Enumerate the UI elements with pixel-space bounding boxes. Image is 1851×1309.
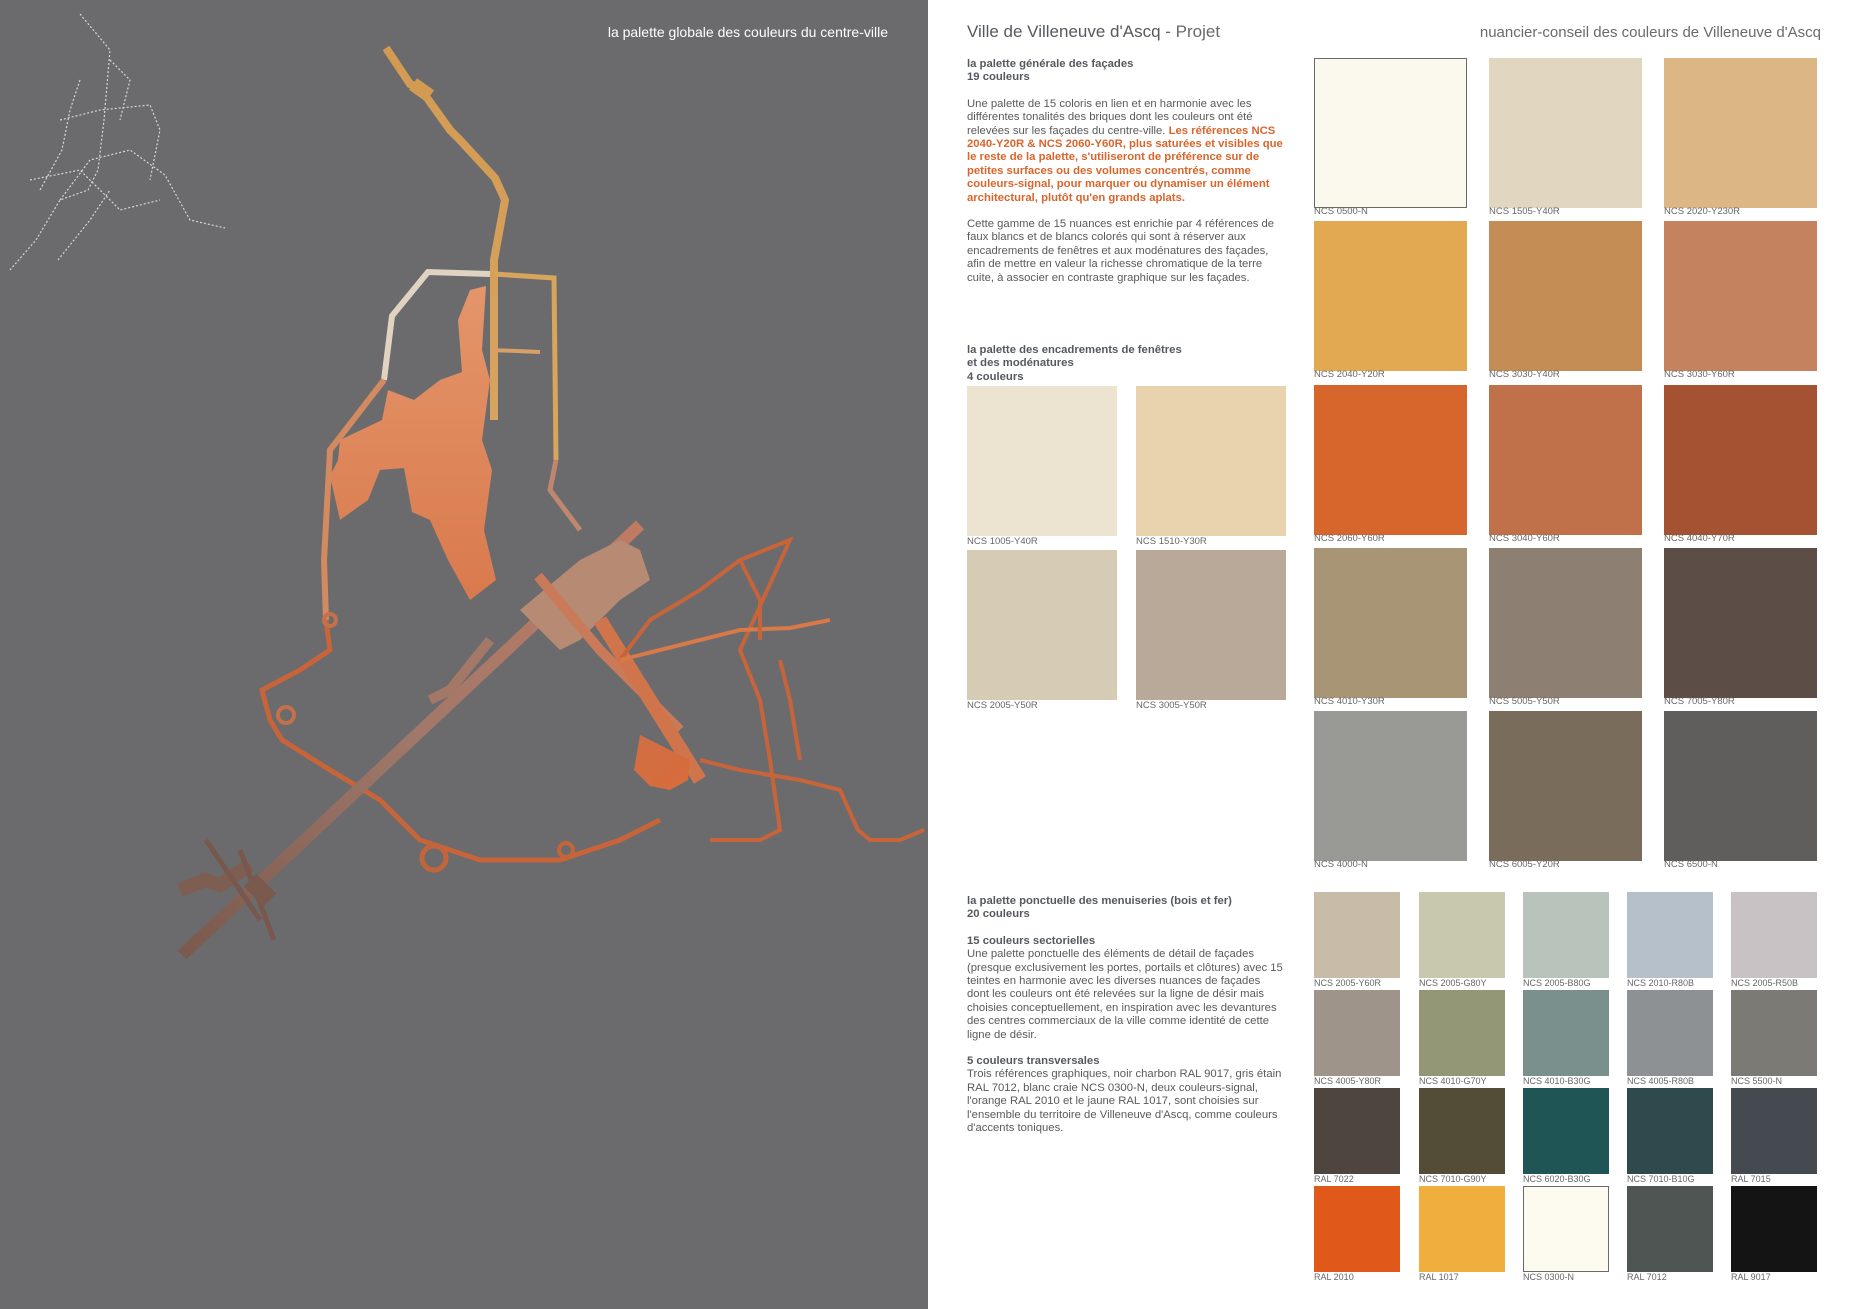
menuiseries-count: 20 couleurs [967, 908, 1030, 921]
color-label: NCS 1505-Y40R [1489, 206, 1560, 217]
color-chip [1664, 385, 1817, 535]
color-label: NCS 6500-N [1664, 859, 1718, 870]
color-label: NCS 5005-Y50R [1489, 696, 1560, 707]
color-chip [1136, 386, 1286, 536]
color-label: NCS 2020-Y230R [1664, 206, 1741, 217]
swatch-card [1314, 1186, 1400, 1282]
facades-para2: Cette gamme de 15 nuances est enrichie par 4 références de faux blancs et de blancs colorés qui sont à réserver aux encadrements de fenêtres et aux modénatures des façades, afin de mettre en valeur la richesse chromatique de la terre cuite, à associer en contraste graphique sur les façades. [967, 218, 1275, 284]
swatch-card [1664, 58, 1817, 221]
color-label: NCS 0500-N [1314, 206, 1368, 217]
color-chip [1627, 1088, 1713, 1174]
swatch-card [1419, 892, 1505, 988]
color-chip [1419, 1186, 1505, 1272]
swatch-card [1523, 892, 1609, 988]
color-chip [1419, 990, 1505, 1076]
swatch-card [1489, 58, 1642, 221]
color-label: NCS 2005-R50B [1731, 978, 1799, 988]
swatch-card [1419, 990, 1505, 1086]
color-chip [1314, 385, 1467, 535]
color-label: NCS 1005-Y40R [967, 536, 1038, 547]
color-chip [1664, 58, 1817, 208]
color-chip [1664, 221, 1817, 371]
color-chip [1314, 221, 1467, 371]
swatch-card [1136, 386, 1286, 546]
swatch-card [1314, 1088, 1400, 1184]
color-chip [1489, 58, 1642, 208]
color-label: NCS 4000-N [1314, 859, 1368, 870]
color-label: NCS 4040-Y70R [1664, 533, 1735, 544]
swatch-card [1314, 221, 1467, 384]
encadrements-text [967, 344, 1285, 384]
color-label: NCS 6020-B30G [1523, 1174, 1591, 1184]
overview-minimap [10, 14, 225, 270]
facades-para1: Une palette de 15 coloris en lien et en harmonie avec les différentes tonalités des briques dont les couleurs ont été relevées sur les façades du centre-ville. [967, 97, 1253, 137]
swatch-card [1523, 990, 1609, 1086]
color-label: NCS 3030-Y60R [1664, 369, 1735, 380]
color-chip [1136, 550, 1286, 700]
color-chip [1731, 892, 1817, 978]
color-chip [1314, 990, 1400, 1076]
color-label: NCS 3005-Y50R [1136, 700, 1207, 711]
color-chip [1314, 1088, 1400, 1174]
color-label: RAL 7012 [1627, 1272, 1667, 1282]
swatch-card [1523, 1088, 1609, 1184]
color-chip [1664, 548, 1817, 698]
title-separator: - [1160, 22, 1176, 41]
swatch-card [1731, 990, 1817, 1086]
swatch-card [1731, 892, 1817, 988]
color-chip [1489, 385, 1642, 535]
central-block [330, 286, 496, 600]
color-chip [1523, 1088, 1609, 1174]
color-label: NCS 3030-Y40R [1489, 369, 1560, 380]
swatch-card [1314, 548, 1467, 711]
color-label: NCS 7010-G90Y [1419, 1174, 1487, 1184]
color-chip [1523, 990, 1609, 1076]
swatch-card [1664, 548, 1817, 711]
city-name: Ville de Villeneuve d'Ascq [967, 22, 1161, 41]
swatch-card [1627, 892, 1713, 988]
swatch-card [1664, 711, 1817, 874]
menuiseries-para2: Trois références graphiques, noir charbon RAL 9017, gris étain RAL 7012, blanc craie NCS 0300-N, deux couleurs-signal, l'orange RAL 2010 et le jaune RAL 1017, sont choisies sur l'ensemble du territoire de Villeneuve d'Ascq, comme couleurs d'accents toniques. [967, 1068, 1282, 1135]
facades-heading: la palette générale des façades [967, 58, 1134, 70]
color-chip [1627, 892, 1713, 978]
color-label: NCS 2005-Y60R [1314, 978, 1382, 988]
color-label: RAL 9017 [1731, 1272, 1771, 1282]
color-label: NCS 2005-G80Y [1419, 978, 1487, 988]
swatch-card [1314, 711, 1467, 874]
color-label: NCS 6005-Y20R [1489, 859, 1560, 870]
color-label: NCS 4010-G70Y [1419, 1076, 1487, 1086]
facades-text [967, 58, 1285, 298]
swatch-card [1314, 990, 1400, 1086]
swatch-card [1314, 385, 1467, 548]
swatch-card [1489, 548, 1642, 711]
encadrements-heading2: et des modénatures [967, 357, 1074, 370]
color-chip [967, 550, 1117, 700]
color-label: NCS 2005-Y50R [967, 700, 1038, 711]
color-label: NCS 2040-Y20R [1314, 369, 1385, 380]
color-chip [967, 386, 1117, 536]
swatch-card [1419, 1088, 1505, 1184]
color-chip [1627, 1186, 1713, 1272]
color-label: NCS 3040-Y60R [1489, 533, 1560, 544]
color-chip [1731, 1186, 1817, 1272]
color-chip [1314, 711, 1467, 861]
swatch-card [967, 386, 1117, 546]
swatch-card [1664, 385, 1817, 548]
color-label: RAL 2010 [1314, 1272, 1354, 1282]
color-chip [1627, 990, 1713, 1076]
facades-count: 19 couleurs [967, 71, 1030, 84]
menuiseries-heading: la palette ponctuelle des menuiseries (bois et fer) [967, 895, 1232, 907]
color-label: NCS 2005-B80G [1523, 978, 1591, 988]
project-title [967, 22, 1220, 42]
color-label: RAL 7022 [1314, 1174, 1354, 1184]
color-chip [1419, 1088, 1505, 1174]
swatch-card [1523, 1186, 1609, 1282]
color-chip [1314, 548, 1467, 698]
swatch-card [1731, 1088, 1817, 1184]
color-label: NCS 4010-Y30R [1314, 696, 1385, 707]
color-chip [1523, 892, 1609, 978]
color-chip [1314, 1186, 1400, 1272]
menuiseries-text [967, 895, 1285, 1149]
swatch-card [1627, 990, 1713, 1086]
document-subtitle: nuancier-conseil des couleurs de Villeneuve d'Ascq [1479, 24, 1821, 41]
color-chip [1489, 548, 1642, 698]
color-chip [1731, 990, 1817, 1076]
swatch-card [1731, 1186, 1817, 1282]
color-chip [1731, 1088, 1817, 1174]
color-label: NCS 0300-N [1523, 1272, 1575, 1282]
swatch-card [1314, 892, 1400, 988]
color-label: NCS 2060-Y60R [1314, 533, 1385, 544]
north-street [386, 48, 505, 420]
swatch-card [1489, 711, 1642, 874]
color-label: NCS 4010-B30G [1523, 1076, 1591, 1086]
color-label: NCS 7010-B10G [1627, 1174, 1695, 1184]
swatch-card [1419, 1186, 1505, 1282]
color-label: NCS 4005-R80B [1627, 1076, 1695, 1086]
color-chip [1664, 711, 1817, 861]
encadrements-heading1: la palette des encadrements de fenêtres [967, 344, 1182, 356]
swatch-card [1489, 385, 1642, 548]
swatch-card [1627, 1088, 1713, 1184]
color-label: NCS 4005-Y80R [1314, 1076, 1382, 1086]
color-label: NCS 5500-N [1731, 1076, 1783, 1086]
swatch-card [1627, 1186, 1713, 1282]
swatch-card [967, 550, 1117, 710]
color-label: RAL 1017 [1419, 1272, 1459, 1282]
menuiseries-sub2: 5 couleurs transversales [967, 1055, 1100, 1068]
swatch-card [1664, 221, 1817, 384]
encadrements-count: 4 couleurs [967, 370, 1024, 383]
color-label: RAL 7015 [1731, 1174, 1771, 1184]
project-label: Projet [1175, 22, 1221, 41]
color-chip [1314, 892, 1400, 978]
menuiseries-sub1: 15 couleurs sectorielles [967, 934, 1096, 947]
map-title: la palette globale des couleurs du centre-ville [607, 24, 888, 40]
color-chip [1314, 58, 1467, 208]
swatch-card [1136, 550, 1286, 710]
color-label: NCS 2010-R80B [1627, 978, 1695, 988]
color-label: NCS 1510-Y30R [1136, 536, 1207, 547]
swatch-card [1314, 58, 1467, 221]
color-chip [1523, 1186, 1609, 1272]
menuiseries-para1: Une palette ponctuelle des éléments de détail de façades (presque exclusivement les portes, portails et clôtures) avec 15 teintes en harmonie avec les diverses nuances de façades dont les couleurs ont été relevées sur la ligne de désir mais choisies conceptuellement, en inspiration avec les devantures des centres commerciaux de la ville comme identité de cette ligne de désir. [967, 948, 1283, 1041]
color-label: NCS 7005-Y80R [1664, 696, 1735, 707]
color-chip [1419, 892, 1505, 978]
swatch-card [1489, 221, 1642, 384]
color-chip [1489, 221, 1642, 371]
facades-para1-signal: Les références NCS 2040-Y20R & NCS 2060-Y60R, plus saturées et visibles que le reste de la palette, s'utiliseront de préférence sur de petites surfaces ou des volumes concentrés, comme couleurs-signal, pour marquer ou dynamiser un élément architectural, plutôt qu'en grands aplats. [967, 124, 1283, 204]
color-chip [1489, 711, 1642, 861]
